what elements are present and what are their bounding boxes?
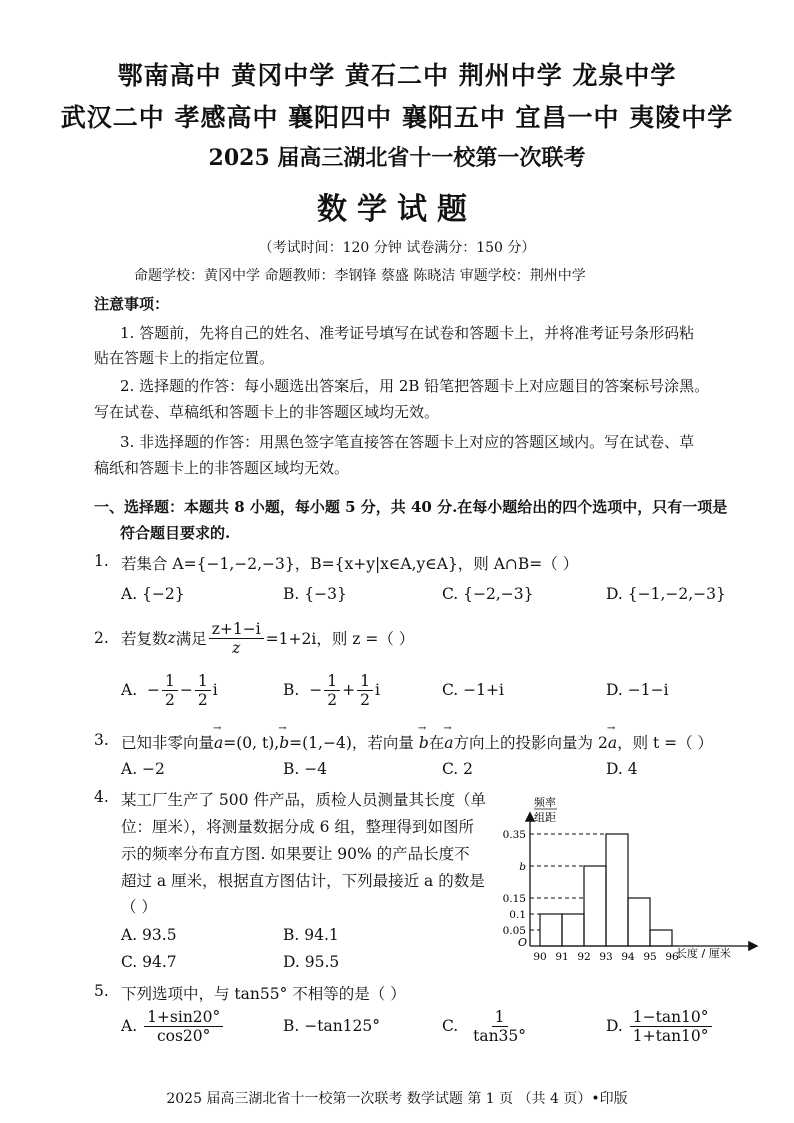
q2-stem-pre: 若复数 (121, 630, 168, 648)
y-tick-label-4: 0.05 (502, 925, 526, 937)
q2-option-a-frac-1 (162, 672, 178, 709)
q4-line-2: 位：厘米），将测量数据分成 6 组，整理得到如图所 (121, 818, 474, 836)
q5-option-a-frac (144, 1008, 223, 1045)
x-tick-label-91: 91 (555, 951, 569, 963)
section-1-line-2: 符合题目要求的. (120, 524, 231, 542)
exam-title: 2025 届高三湖北省十一校第一次联考 (208, 145, 586, 171)
page-footer: 2025 届高三湖北省十一校第一次联考 数学试题 第 1 页 （共 4 页）•印版 (166, 1091, 628, 1107)
histogram-bar-93-94 (606, 834, 628, 946)
q5-option-a-label: A. (121, 1017, 138, 1035)
section-1-line-1: 一、选择题：本题共 8 小题，每小题 5 分，共 40 分.在每小题给出的四个选项中，只有一项是 (94, 498, 728, 516)
q1-option-d: D. {−1,−2,−3} (606, 585, 726, 603)
q3-vector-b-2: → b (419, 734, 429, 752)
x-tick-label-90: 90 (533, 951, 547, 963)
q3-stem-part-1: 已知非零向量 (121, 734, 215, 752)
q5-option-d-frac (630, 1008, 712, 1045)
q2-option-c: C. −1+i (442, 681, 504, 699)
q2-option-b-imag: i (374, 681, 380, 699)
q2-option-a-sign: − (146, 681, 160, 699)
q3-option-d: D. 4 (606, 760, 638, 778)
q3-stem-part-5: 方向上的投影向量为 2 (453, 734, 608, 752)
q2-fraction-numerator: z+1−i (209, 620, 264, 639)
q2-option-b-frac-1 (324, 672, 340, 709)
q5-stem: 下列选项中，与 tan55° 不相等的是（ ） (121, 985, 406, 1003)
q3-vector-a-3: → a (608, 734, 617, 752)
q3-stem-part-3: =(1,−4)，若向量 (289, 734, 419, 752)
q5-option-d-den: 1+tan10° (632, 1026, 709, 1045)
q3-stem-part-6: ，则 t =（ ） (617, 734, 714, 752)
q2-option-b-sign: − (309, 681, 323, 699)
q2-option-b-label: B. (283, 681, 300, 699)
q2-variable-z: z (167, 629, 176, 647)
q4-line-5: （ ） (121, 898, 157, 916)
q3-option-c: C. 2 (442, 760, 474, 778)
q5-option-c-num: 1 (492, 1008, 508, 1027)
note-1-line-2: 贴在答题卡上的指定位置。 (94, 349, 275, 367)
q4-number: 4. (94, 788, 109, 806)
q2-option-b-frac-2-num: 1 (357, 672, 373, 691)
q5-option-d (606, 1006, 714, 1046)
q3-number: 3. (94, 731, 109, 749)
q2-stem (121, 618, 414, 658)
q5-option-c (442, 1006, 531, 1046)
q2-stem-mid: 满足 (175, 630, 207, 648)
note-3-line-1: 3. 非选择题的作答：用黑色签字笔直接答在答题卡上对应的答题区域内。写在试卷、草 (120, 433, 695, 451)
q5-option-d-num: 1−tan10° (630, 1008, 712, 1027)
credits-line: 命题学校：黄冈中学 命题教师：李钢锋 蔡盛 陈晓洁 审题学校：荆州中学 (134, 268, 586, 284)
q2-option-b (283, 670, 380, 710)
histogram-bar-92-93 (584, 866, 606, 946)
histogram-dashed-guides (530, 834, 606, 930)
x-tick-label-94: 94 (621, 951, 635, 963)
q2-option-a-frac-1-den: 2 (164, 690, 175, 709)
x-tick-labels (533, 951, 679, 963)
note-3-line-2: 稿纸和答题卡上的非答题区域均无效。 (94, 459, 350, 477)
note-2-line-2: 写在试卷、草稿纸和答题卡上的非答题区域均无效。 (94, 403, 440, 421)
frequency-histogram (488, 796, 778, 972)
y-tick-labels (503, 829, 527, 937)
y-tick-label-2: 0.15 (502, 893, 526, 905)
exam-info: （考试时间：120 分钟 试卷满分：150 分） (258, 240, 536, 256)
q2-option-b-frac-2 (357, 672, 373, 709)
q1-stem: 若集合 A={−1,−2,−3}，B={x+y|x∈A,y∈A}，则 A∩B=（ ） (121, 555, 579, 573)
q5-number: 5. (94, 982, 109, 1000)
q4-option-a: A. 93.5 (121, 926, 177, 944)
school-list-line-2: 武汉二中 孝感高中 襄阳四中 襄阳五中 宜昌一中 夷陵中学 (60, 103, 734, 132)
q2-fraction (209, 620, 264, 657)
y-axis-label-top: 频率 (534, 796, 556, 809)
x-axis-label: 长度 / 厘米 (676, 947, 731, 960)
x-tick-label-92: 92 (577, 951, 591, 963)
note-2-line-1: 2. 选择题的作答：每小题选出答案后，用 2B 铅笔把答题卡上对应题目的答案标号涂黑。 (120, 377, 710, 395)
q2-option-a-label: A. (121, 681, 138, 699)
q5-option-d-label: D. (606, 1017, 623, 1035)
notes-heading: 注意事项： (94, 295, 170, 313)
x-tick-label-93: 93 (599, 951, 613, 963)
y-tick-label-1: b (519, 861, 526, 873)
q2-option-a-imag: i (212, 681, 218, 699)
q3-vector-a: → a (214, 734, 223, 752)
q5-option-a-num: 1+sin20° (144, 1008, 223, 1027)
q3-stem-part-4: 在 (428, 734, 445, 752)
q3-option-a: A. −2 (121, 760, 165, 778)
q3-option-b: B. −4 (283, 760, 328, 778)
x-tick-label-96: 96 (665, 951, 679, 963)
q4-line-1: 某工厂生产了 500 件产品，质检人员测量其长度（单 (121, 791, 486, 809)
y-tick-label-0: 0.35 (502, 829, 526, 841)
q2-option-a-frac-1-num: 1 (162, 672, 178, 691)
q4-option-b: B. 94.1 (283, 926, 339, 944)
school-list-line-1: 鄂南高中 黄冈中学 黄石二中 荆州中学 龙泉中学 (117, 61, 677, 90)
histogram-bars (540, 834, 672, 946)
q5-option-c-frac (470, 1008, 529, 1045)
q1-option-b: B. {−3} (283, 585, 347, 603)
q1-option-a: A. {−2} (121, 585, 185, 603)
histogram-bar-90-91 (540, 914, 562, 946)
q2-number: 2. (94, 629, 109, 647)
q2-option-b-frac-2-den: 2 (360, 690, 370, 709)
q4-option-c: C. 94.7 (121, 953, 177, 971)
q5-option-a (121, 1006, 225, 1046)
q4-option-d: D. 95.5 (283, 953, 340, 971)
q2-option-b-frac-1-den: 2 (327, 690, 338, 709)
y-axis-label-bottom: 组距 (534, 811, 556, 824)
q2-option-a-frac-2-den: 2 (197, 690, 208, 709)
q4-line-4: 超过 a 厘米，根据直方图估计，下列最接近 a 的数是 (121, 872, 485, 890)
q2-option-b-frac-1-num: 1 (324, 672, 340, 691)
q2-fraction-denominator: z (232, 638, 241, 657)
q2-option-b-operator: + (342, 681, 356, 699)
histogram-bar-91-92 (562, 914, 584, 946)
q3-vector-b: → b (279, 734, 289, 752)
q2-option-a (121, 670, 218, 710)
q1-option-c: C. {−2,−3} (442, 585, 534, 603)
q5-option-b: B. −tan125° (283, 1017, 381, 1035)
q2-stem-post: =1+2i，则 z =（ ） (265, 630, 415, 648)
q4-line-3: 示的频率分布直方图. 如果要让 90% 的产品长度不 (121, 845, 470, 863)
q2-option-a-frac-2 (195, 672, 211, 709)
q2-option-d: D. −1−i (606, 681, 669, 699)
histogram-bar-95-96 (650, 930, 672, 946)
histogram-bar-94-95 (628, 898, 650, 946)
q3-vector-a-2: → a (444, 734, 453, 752)
x-tick-label-95: 95 (643, 951, 657, 963)
q2-option-a-operator: − (179, 681, 193, 699)
q2-option-a-frac-2-num: 1 (195, 672, 211, 691)
q5-option-a-den: cos20° (156, 1026, 211, 1045)
q3-stem-part-2: =(0, t), (223, 734, 280, 752)
q3-stem (121, 731, 713, 753)
subject-title: 数学试题 (317, 192, 477, 227)
q5-option-c-den: tan35° (473, 1026, 527, 1045)
y-tick-label-3: 0.1 (509, 909, 526, 921)
note-1-line-1: 1. 答题前，先将自己的姓名、准考证号填写在试卷和答题卡上，并将准考证号条形码粘 (120, 324, 695, 342)
q5-option-c-label: C. (442, 1017, 459, 1035)
origin-label: O (518, 936, 528, 949)
q1-number: 1. (94, 552, 109, 570)
